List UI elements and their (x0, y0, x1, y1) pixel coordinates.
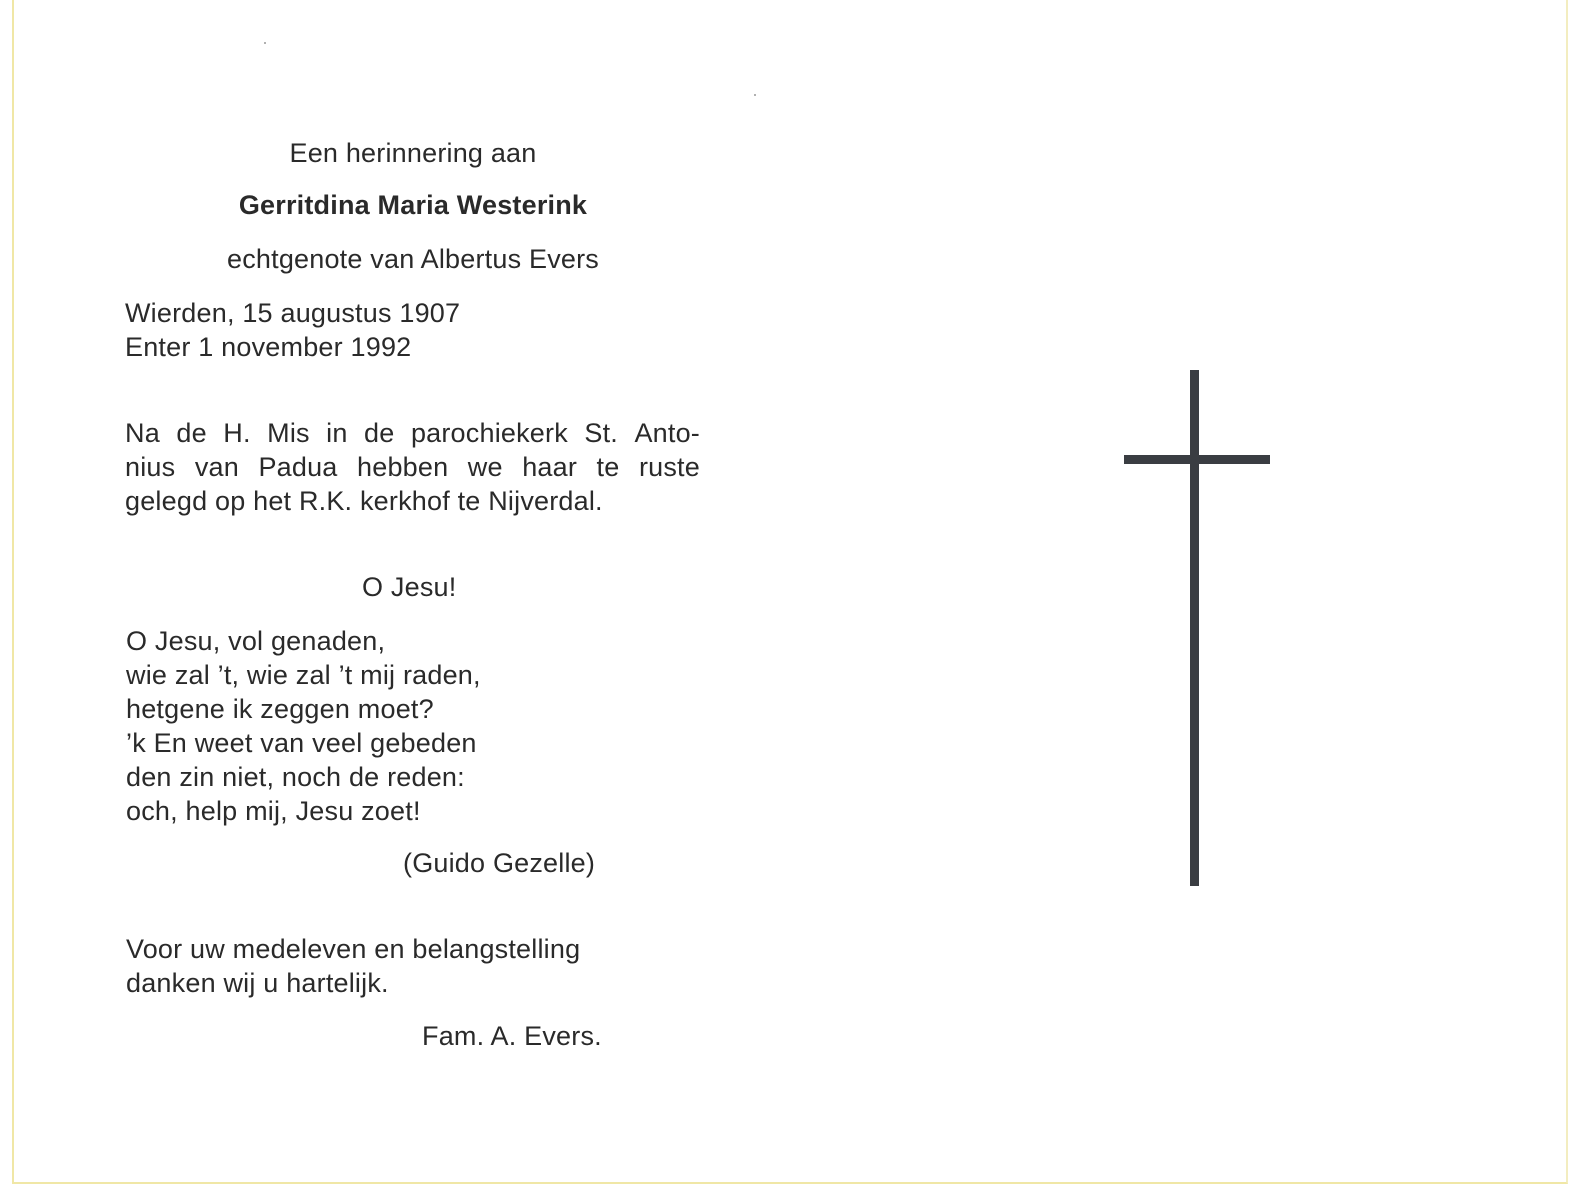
word: ruste (638, 452, 700, 482)
paper-speck (754, 94, 756, 96)
word: Anto- (634, 418, 700, 448)
birth-line: Wierden, 15 augustus 1907 (125, 298, 461, 328)
thanks-line-1: Voor uw medeleven en belangstelling (126, 934, 581, 964)
cross-icon (1124, 368, 1284, 888)
word: nius (125, 452, 176, 482)
word: parochiekerk (410, 418, 568, 448)
burial-line-3: gelegd op het R.K. kerkhof te Nijverdal. (125, 486, 603, 516)
poem-line: ’k En weet van veel gebeden (126, 728, 477, 758)
intro-text: Een herinnering aan (289, 138, 537, 168)
word: de (176, 418, 207, 448)
thanks-line-2: danken wij u hartelijk. (126, 968, 389, 998)
family-signature: Fam. A. Evers. (422, 1021, 602, 1051)
dates-block (125, 296, 460, 364)
poem-line: den zin niet, noch de reden: (126, 762, 465, 792)
word: H. (223, 418, 251, 448)
paper-speck (264, 42, 266, 44)
deceased-name: Gerritdina Maria Westerink (238, 190, 588, 220)
word: St. (584, 418, 618, 448)
cross-horizontal-beam (1124, 455, 1270, 464)
poem-line: wie zal ’t, wie zal ’t mij raden, (126, 660, 481, 690)
poem-stanza (126, 624, 481, 828)
poem-line: och, help mij, Jesu zoet! (126, 796, 421, 826)
word: haar (522, 452, 578, 482)
word: Padua (258, 452, 338, 482)
burial-line-2 (125, 450, 700, 484)
word: in (326, 418, 348, 448)
burial-paragraph (125, 416, 700, 518)
cross-vertical-beam (1190, 370, 1199, 886)
word: Mis (267, 418, 310, 448)
word: hebben (357, 452, 449, 482)
spouse-text: echtgenote van Albertus Evers (226, 244, 600, 274)
poem-line: O Jesu, vol genaden, (126, 626, 386, 656)
poem-line: hetgene ik zeggen moet? (126, 694, 434, 724)
death-line: Enter 1 november 1992 (125, 332, 412, 362)
thanks-block (126, 932, 580, 1000)
poem-title: O Jesu! (362, 572, 457, 602)
word: te (596, 452, 620, 482)
word: we (467, 452, 503, 482)
poem-author: (Guido Gezelle) (403, 848, 596, 878)
word: de (364, 418, 395, 448)
word: Na (125, 418, 160, 448)
memorial-card (12, 0, 1568, 1184)
word: van (194, 452, 239, 482)
burial-line-1 (125, 416, 700, 450)
